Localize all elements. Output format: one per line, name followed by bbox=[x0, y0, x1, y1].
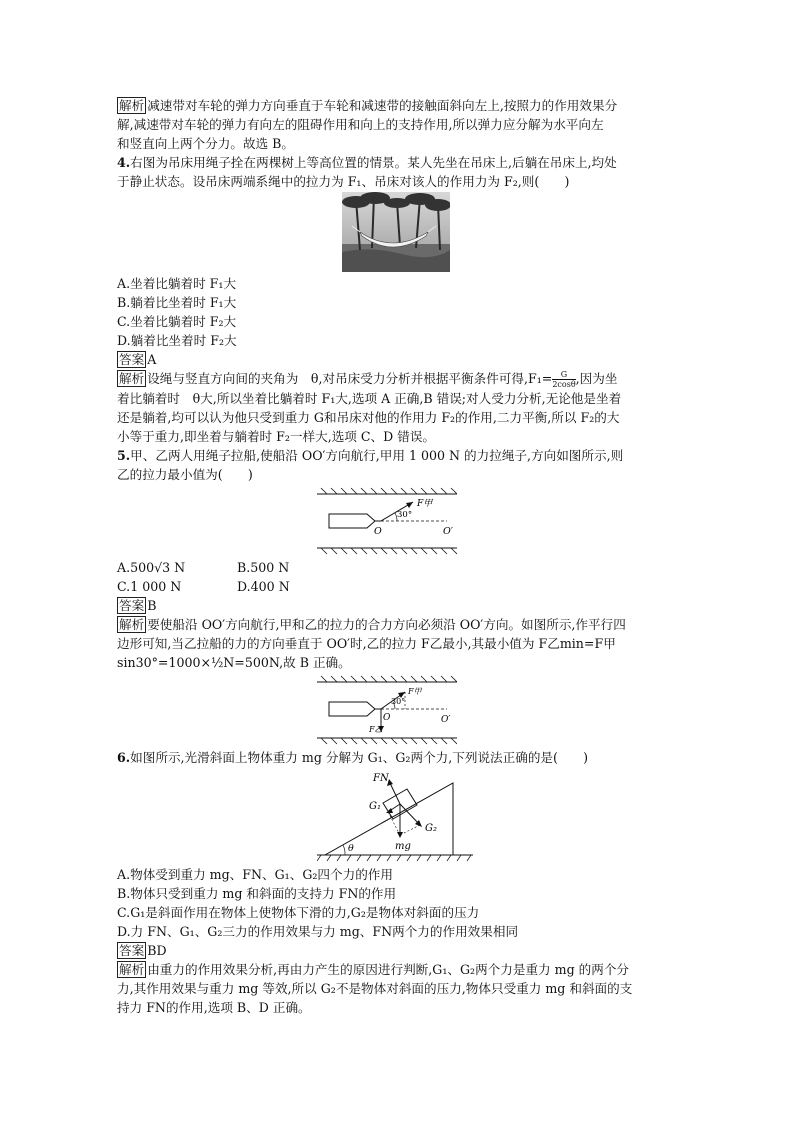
q3-analysis-text: 减速带对车轮的弹力方向垂直于车轮和减速带的接触面斜向左上,按照力的作用效果分 bbox=[147, 98, 618, 113]
boat-diagram-1 bbox=[117, 484, 677, 558]
q4-stem-line-2: 于静止状态。设吊床两端系绳中的拉力为 F₁、吊床对该人的作用力为 F₂,则( ) bbox=[117, 174, 570, 189]
q4-answer bbox=[117, 350, 677, 369]
q5-analysis-text: 要使船沿 OO′方向航行,甲和乙的拉力的合力方向必须沿 OO′方向。如图所示,作平行四 bbox=[147, 617, 626, 632]
o-prime-label: O′ bbox=[441, 715, 451, 725]
g1-label: G₁ bbox=[369, 801, 381, 812]
incline-diagram bbox=[117, 767, 677, 865]
q4-analysis-line-4: 小等于重力,即坐着与躺着时 F₂一样大,选项 C、D 错误。 bbox=[117, 429, 436, 444]
q4-analysis-line-2: 着比躺着时 θ大,所以坐着比躺着时 F₁大,选项 A 正确,B 错误;对人受力分析,无论他是坐着 bbox=[117, 391, 622, 406]
q6-option-d: D.力 FN、G₁、G₂三力的作用效果与力 mg、FN两个力的作用效果相同 bbox=[117, 924, 519, 939]
q6-analysis-line-2: 力,其作用效果与重力 mg 等效,所以 G₂不是物体对斜面的压力,物体只受重力 mg 和斜面的支 bbox=[117, 981, 633, 996]
incline-diagram-svg bbox=[317, 767, 477, 863]
q4-option-c: C.坐着比躺着时 F₂大 bbox=[117, 314, 237, 329]
answer-tag: 答案 bbox=[119, 943, 145, 958]
q5-answer-value: B bbox=[147, 598, 157, 613]
hammock-photo-image bbox=[342, 192, 450, 272]
q4-formula-lhs: F₁= bbox=[528, 371, 553, 386]
q4-option-d: D.躺着比坐着时 F₂大 bbox=[117, 333, 237, 348]
o-prime-label: O′ bbox=[443, 526, 453, 537]
q4-formula-numerator: G bbox=[552, 370, 575, 380]
g2-label: G₂ bbox=[425, 823, 437, 834]
analysis-tag: 解析 bbox=[119, 617, 145, 632]
angle-label: 30° bbox=[391, 697, 406, 706]
q6-stem-line bbox=[117, 748, 677, 767]
q6-option-a: A.物体受到重力 mg、FN、G₁、G₂四个力的作用 bbox=[117, 867, 393, 882]
q4-formula-fraction bbox=[552, 370, 575, 389]
q5-answer bbox=[117, 596, 677, 615]
analysis-tag: 解析 bbox=[119, 98, 145, 113]
q4-formula-denominator: 2cosθ bbox=[552, 380, 576, 389]
angle-label: 30° bbox=[397, 510, 413, 520]
q5-stem-line-1 bbox=[117, 446, 677, 465]
q6-stem-text: 如图所示,光滑斜面上物体重力 mg 分解为 G₁、G₂两个力,下列说法正确的是( ) bbox=[130, 750, 589, 765]
q6-analysis-line-1 bbox=[117, 960, 677, 979]
q3-analysis-line-3: 和竖直向上两个分力。故选 B。 bbox=[117, 136, 294, 151]
q5-option-a: A.500√3 N bbox=[117, 560, 186, 575]
q4-number: 4. bbox=[117, 155, 131, 170]
q6-number: 6. bbox=[117, 750, 131, 765]
hammock-photo bbox=[117, 192, 677, 274]
q4-option-b: B.躺着比坐着时 F₁大 bbox=[117, 295, 237, 310]
q6-analysis-line-3: 持力 FN的作用,选项 B、D 正确。 bbox=[117, 1000, 311, 1015]
q5-option-b: B.500 N bbox=[237, 560, 290, 575]
q4-analysis-line-3: 还是躺着,均可以认为他只受到重力 G和吊床对他的作用力 F₂的作用,二力平衡,所以 F₂的大 bbox=[117, 410, 620, 425]
q4-analysis-text-a: 设绳与竖直方向间的夹角为 θ,对吊床受力分析并根据平衡条件可得, bbox=[147, 371, 528, 386]
analysis-tag: 解析 bbox=[119, 371, 145, 386]
analysis-tag: 解析 bbox=[119, 962, 145, 977]
fn-label: FN bbox=[373, 773, 389, 784]
answer-tag: 答案 bbox=[119, 352, 145, 367]
q6-option-b: B.物体只受到重力 mg 和斜面的支持力 FN的作用 bbox=[117, 886, 397, 901]
q5-number: 5. bbox=[117, 448, 131, 463]
boat-diagram-2 bbox=[117, 672, 677, 748]
q6-answer-value: BD bbox=[147, 943, 167, 958]
q5-option-d: D.400 N bbox=[237, 579, 290, 594]
boat-diagram-1-svg bbox=[317, 486, 457, 558]
q5-analysis-line-2: 边形可知,当乙拉船的力的方向垂直于 OO′时,乙的拉力 F乙最小,其最小值为 F乙min=F甲 bbox=[117, 636, 616, 651]
q6-analysis-text: 由重力的作用效果分析,再由力产生的原因进行判断,G₁、G₂两个力是重力 mg 的两个分 bbox=[147, 962, 630, 977]
q5-options-row-2 bbox=[117, 577, 677, 596]
q4-option-a: A.坐着比躺着时 F₁大 bbox=[117, 276, 237, 291]
q6-option-c: C.G₁是斜面作用在物体上使物体下滑的力,G₂是物体对斜面的压力 bbox=[117, 905, 480, 920]
theta-label: θ bbox=[348, 843, 354, 854]
answer-tag: 答案 bbox=[119, 598, 145, 613]
worksheet-page bbox=[117, 96, 677, 1017]
q5-analysis-line-3: sin30°=1000×½N=500N,故 B 正确。 bbox=[117, 655, 351, 670]
q5-options-row-1 bbox=[117, 558, 677, 577]
q5-stem-text: 甲、乙两人用绳子拉船,使船沿 OO′方向航行,甲用 1 000 N 的力拉绳子,方向如图所示,则 bbox=[130, 448, 624, 463]
o-label: O bbox=[374, 526, 382, 537]
q5-stem-line-2: 乙的拉力最小值为( ) bbox=[117, 467, 253, 482]
f-yi-label: F乙 bbox=[369, 725, 383, 734]
q5-analysis-line-1 bbox=[117, 615, 677, 634]
q4-answer-value: A bbox=[147, 352, 157, 367]
q3-analysis-line-2: 解,减速带对车轮的弹力有向左的阻碍作用和向上的支持作用,所以弹力应分解为水平向左 bbox=[117, 117, 604, 132]
q4-stem-text: 右图为吊床用绳子拴在两棵树上等高位置的情景。某人先坐在吊床上,后躺在吊床上,均处 bbox=[130, 155, 617, 170]
mg-label: mg bbox=[395, 841, 411, 852]
boat-diagram-2-svg bbox=[317, 674, 457, 746]
q6-answer bbox=[117, 941, 677, 960]
q3-analysis-line-1 bbox=[117, 96, 677, 115]
q4-stem-line-1 bbox=[117, 153, 677, 172]
o-label: O bbox=[383, 713, 391, 723]
f-jia-label: F甲 bbox=[408, 687, 422, 696]
q4-analysis-text-b: ,因为坐 bbox=[575, 371, 618, 386]
q5-option-c: C.1 000 N bbox=[117, 579, 182, 594]
q4-analysis-line-1 bbox=[117, 369, 677, 389]
f-jia-label: F甲 bbox=[417, 499, 433, 509]
